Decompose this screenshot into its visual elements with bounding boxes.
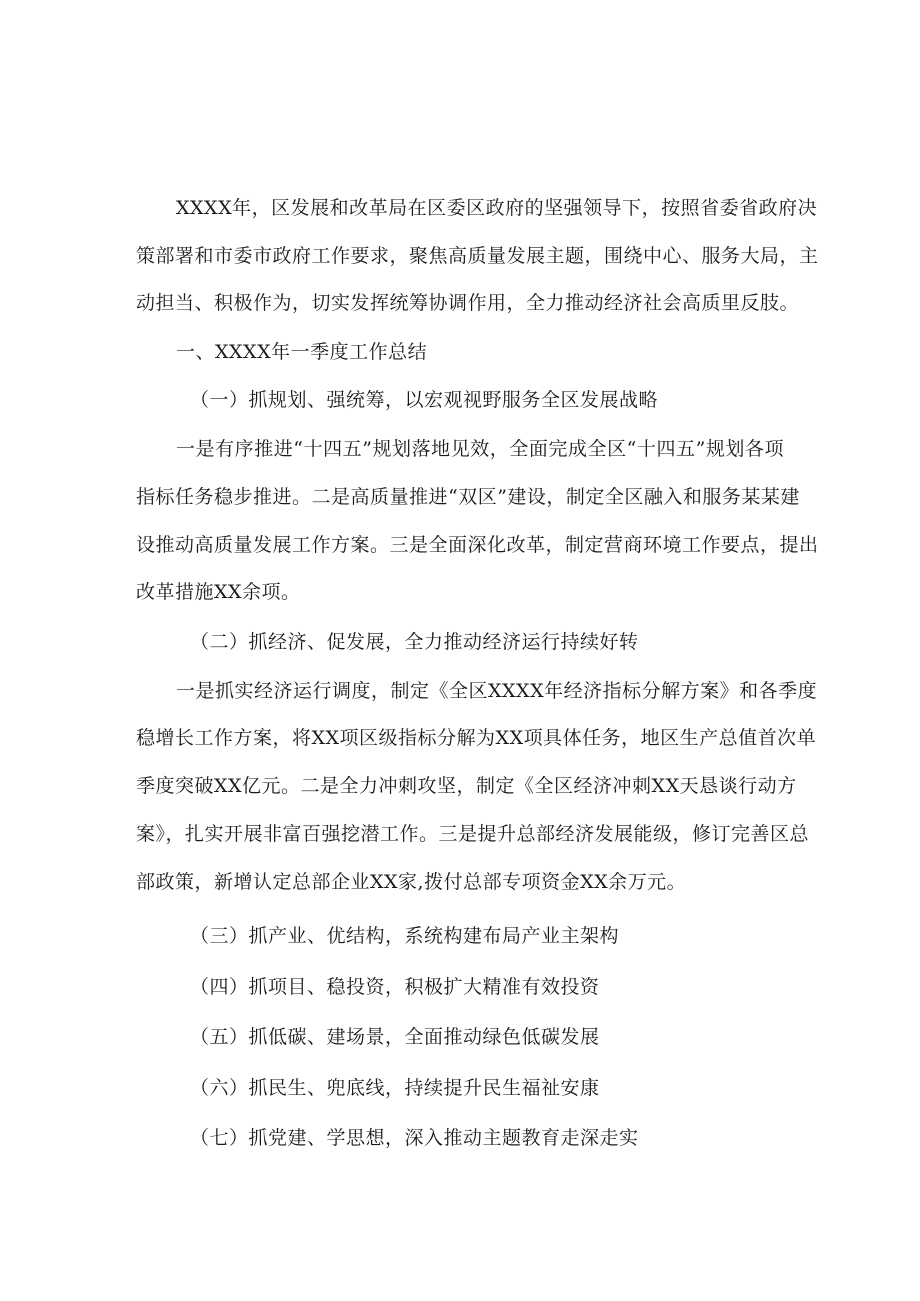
sub1-line-3: 设推动高质量发展工作方案。三是全面深化改革，制定营商环境工作要点，提出 — [136, 534, 819, 556]
section-heading: 一、XXXX年一季度工作总结 — [176, 341, 428, 363]
sub1-line-1: 一是有序推进“十四五”规划落地见效，全面完成全区“十四五”规划各项 — [176, 438, 784, 460]
subsection-1-heading: （一）抓规划、强统筹，以宏观视野服务全区发展战略 — [190, 389, 659, 411]
sub2-line-4: 案》，扎实开展非富百强挖潜工作。三是提升总部经济发展能级，修订完善区总 — [136, 823, 810, 845]
intro-line-2: 策部署和市委市政府工作要求，聚焦高质量发展主题，围绕中心、服务大局，主 — [136, 245, 819, 267]
subsection-3-heading: （三）抓产业、优结构，系统构建布局产业主架构 — [190, 925, 620, 947]
subsection-2-heading: （二）抓经济、促发展，全力推动经济运行持续好转 — [190, 631, 639, 653]
sub2-line-2: 稳增长工作方案，将XX项区级指标分解为XX项具体任务，地区生产总值首次单 — [136, 727, 817, 749]
sub1-line-2: 指标任务稳步推进。二是高质量推进“双区”建设，制定全区融入和服务某某建 — [136, 486, 800, 508]
sub2-line-5: 部政策，新增认定总部企业XX家,拨付总部专项资金XX余万元。 — [136, 871, 687, 893]
sub2-line-1: 一是抓实经济运行调度，制定《全区XXXX年经济指标分解方案》和各季度 — [176, 680, 818, 702]
sub1-line-4: 改革措施XX余项。 — [136, 581, 301, 603]
intro-line-3: 动担当、积极作为，切实发挥统筹协调作用，全力推动经济社会高质里反肢。 — [136, 292, 800, 314]
subsection-4-heading: （四）抓项目、稳投资，积极扩大精准有效投资 — [190, 976, 600, 998]
subsection-5-heading: （五）抓低碳、建场景，全面推动绿色低碳发展 — [190, 1026, 600, 1048]
subsection-7-heading: （七）抓党建、学思想，深入推动主题教育走深走实 — [190, 1127, 639, 1149]
intro-line-1: XXXX年，区发展和改革局在区委区政府的坚强领导下，按照省委省政府决 — [176, 197, 818, 219]
sub2-line-3: 季度突破XX亿元。二是全力冲刺攻坚，制定《全区经济冲刺XX天恳谈行动方 — [136, 775, 797, 797]
subsection-6-heading: （六）抓民生、兜底线，持续提升民生福祉安康 — [190, 1077, 600, 1099]
